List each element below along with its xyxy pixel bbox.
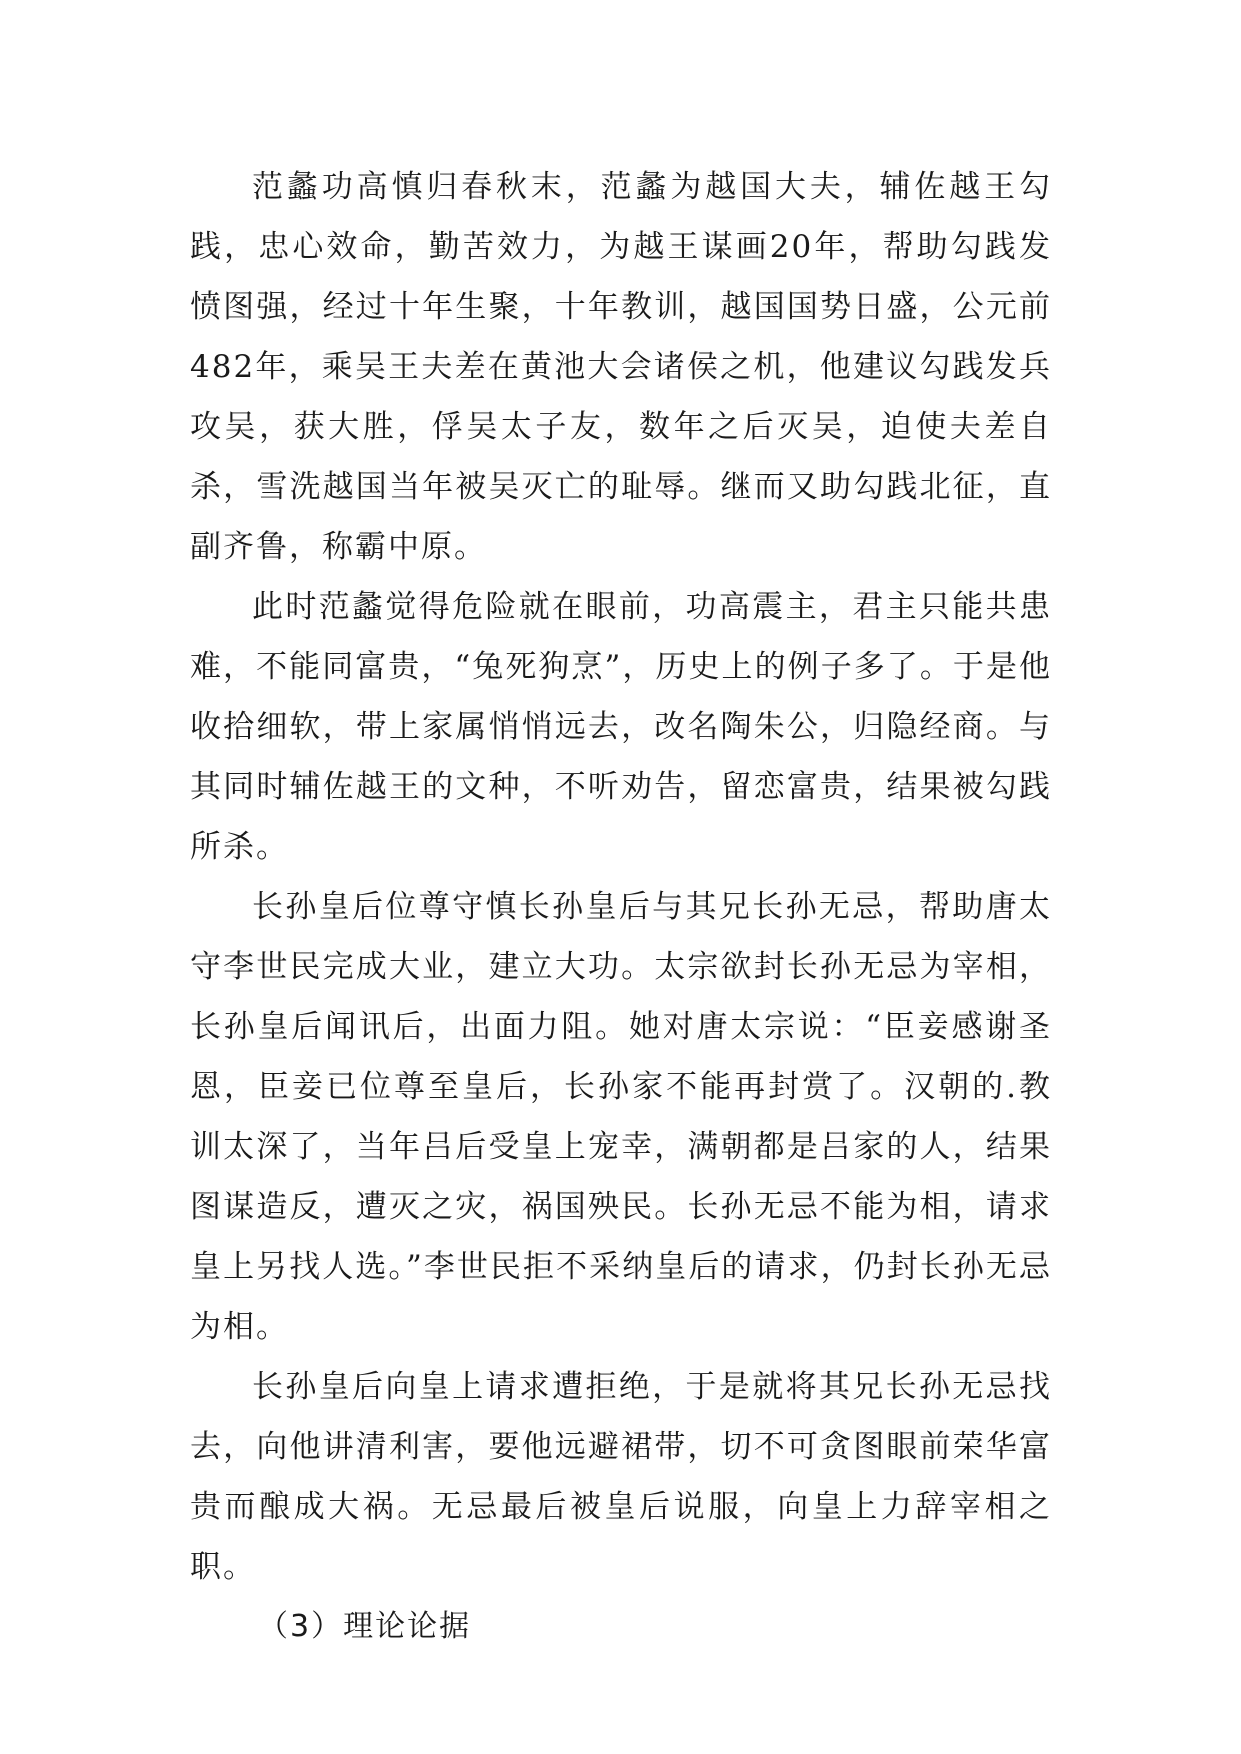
paragraph-fan-li-retreat: 此时范蠡觉得危险就在眼前，功高震主，君主只能共患难，不能同富贵，“兔死狗烹”，历史上的例子多了。于是他收拾细软，带上家属悄悄远去，改名陶朱公，归隐经商。与其同时辅佐越王的文种，不听劝告，留恋富贵，结果被勾践所杀。 (190, 589, 1052, 865)
paragraph-zhangsun-wuji: 长孙皇后向皇上请求遭拒绝，于是就将其兄长孙无忌找去，向他讲清利害，要他远避裙带，切不可贪图眼前荣华富贵而酿成大祸。无忌最后被皇后说服，向皇上力辞宰相之职。 (190, 1369, 1052, 1585)
document-body (190, 157, 1052, 1657)
paragraph-fan-li-merit: 范蠡功高慎归春秋末，范蠡为越国大夫，辅佐越王勾践，忠心效命，勤苦效力，为越王谋画20年，帮助勾践发愤图强，经过十年生聚，十年教训，越国国势日盛，公元前482年，乘吴王夫差在黄池大会诸侯之机，他建议勾践发兵攻吴，获大胜，俘吴太子友，数年之后灭吴，迫使夫差自杀，雪洗越国当年被吴灭亡的耻辱。继而又助勾践北征，直副齐鲁，称霸中原。 (190, 169, 1052, 565)
section-heading: （3）理论论据 (258, 1609, 472, 1644)
paragraph-empress-zhangsun: 长孙皇后位尊守慎长孙皇后与其兄长孙无忌，帮助唐太守李世民完成大业，建立大功。太宗欲封长孙无忌为宰相，长孙皇后闻讯后，出面力阻。她对唐太宗说：“臣妾感谢圣恩，臣妾已位尊至皇后，长孙家不能再封赏了。汉朝的.教训太深了，当年吕后受皇上宠幸，满朝都是吕家的人，结果图谋造反，遭灭之灾，祸国殃民。长孙无忌不能为相，请求皇上另找人选。”李世民拒不采纳皇后的请求，仍封长孙无忌为相。 (190, 889, 1052, 1345)
